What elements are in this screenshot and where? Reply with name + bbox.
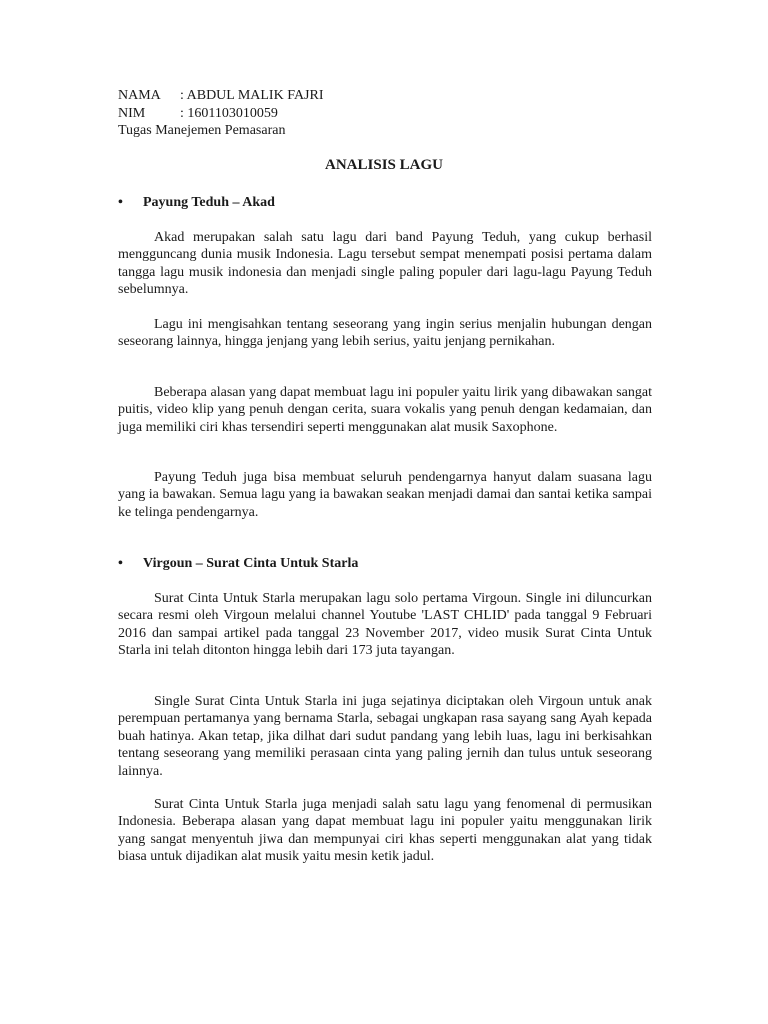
paragraph: Lagu ini mengisahkan tentang seseorang yang ingin serius menjalin hubungan dengan seseorang lainnya, hingga jenjang yang lebih serius, yaitu jenjang pernikahan. [118, 317, 652, 350]
paragraph: Surat Cinta Untuk Starla merupakan lagu solo pertama Virgoun. Single ini diluncurkan secara resmi oleh Virgoun melalui channel Youtube 'LAST CHLID' pada tanggal 9 Februari 2016 dan sampai artikel pada tanggal 23 November 2017, video musik Surat Cinta Untuk Starla ini telah ditonton hingga lebih dari 173 juta tayangan. [118, 591, 652, 659]
bullet-icon: • [118, 556, 123, 571]
paragraph: Akad merupakan salah satu lagu dari band Payung Teduh, yang cukup berhasil mengguncang dunia musik Indonesia. Lagu tersebut sempat menempati posisi pertama dalam tangga lagu musik indonesia dan menjadi single paling populer dari lagu-lagu Payung Teduh sebelumnya. [118, 230, 652, 298]
name-value: : ABDUL MALIK FAJRI [180, 88, 324, 103]
course-line: Tugas Manejemen Pemasaran [118, 123, 286, 138]
paragraph: Surat Cinta Untuk Starla juga menjadi salah satu lagu yang fenomenal di permusikan Indonesia. Beberapa alasan yang dapat membuat lagu ini populer yaitu menggunakan lirik yang sangat menyentuh jiwa dan mempunyai ciri khas seperti menggunakan alat yang tidak biasa untuk dijadikan alat musik yaitu mesin ketik jadul. [118, 797, 652, 865]
nim-label: NIM [118, 105, 146, 121]
paragraph: Beberapa alasan yang dapat membuat lagu ini populer yaitu lirik yang dibawakan sangat puitis, video klip yang penuh dengan cerita, suara vokalis yang penuh dengan kedamaian, dan juga memiliki ciri khas tersendiri seperti menggunakan alat musik Saxophone. [118, 385, 652, 435]
nim-value: : 1601103010059 [180, 105, 278, 121]
name-label: NAMA [118, 88, 161, 103]
paragraph: Single Surat Cinta Untuk Starla ini juga sejatinya diciptakan oleh Virgoun untuk anak perempuan pertamanya yang bernama Starla, sebagai ungkapan rasa sayang sang Ayah kepada buah hatinya. Akan tetap, jika dilhat dari sudut pandang yang lebih luas, lagu ini berkisahkan tentang seseorang yang memiliki perasaan cinta yang paling jernih dan tulus untuk seseorang lainnya. [118, 694, 652, 779]
document-title: ANALISIS LAGU [325, 157, 443, 173]
section-heading-text: Virgoun – Surat Cinta Untuk Starla [143, 556, 359, 571]
bullet-icon: • [118, 195, 123, 210]
name-row [118, 87, 324, 105]
section-heading-text: Payung Teduh – Akad [143, 195, 275, 210]
section-heading-payung-teduh [118, 195, 275, 211]
student-header [118, 87, 324, 140]
nim-row [118, 105, 324, 123]
paragraph: Payung Teduh juga bisa membuat seluruh pendengarnya hanyut dalam suasana lagu yang ia bawakan. Semua lagu yang ia bawakan seakan menjadi damai dan santai ketika sampai ke telinga pendengarnya. [118, 470, 652, 520]
section-heading-virgoun [118, 556, 358, 572]
